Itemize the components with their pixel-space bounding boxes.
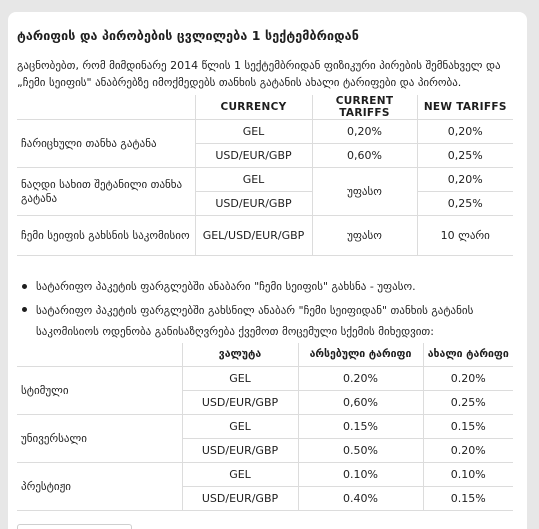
currency-cell: USD/EUR/GBP bbox=[195, 144, 312, 168]
tariffs-table bbox=[17, 95, 513, 256]
current-tariff-cell: 0,60% bbox=[298, 390, 423, 414]
current-tariff-cell: უფასო bbox=[312, 168, 417, 216]
currency-cell: USD/EUR/GBP bbox=[182, 486, 298, 510]
currency-cell: USD/EUR/GBP bbox=[195, 192, 312, 216]
row-label: ჩარიცხული თანხა გატანა bbox=[17, 120, 195, 168]
new-tariff-cell: 10 ლარი bbox=[417, 216, 513, 256]
new-tariff-cell: 0,20% bbox=[417, 120, 513, 144]
header-current-tariff: არსებული ტარიფი bbox=[298, 343, 423, 366]
header-new-tariff: ახალი ტარიფი bbox=[423, 343, 513, 366]
current-tariff-cell: 0.50% bbox=[298, 438, 423, 462]
header-blank bbox=[17, 343, 182, 366]
current-tariff-cell: უფასო bbox=[312, 216, 417, 256]
package-label: სტიმული bbox=[17, 366, 182, 414]
package-tariffs-table bbox=[17, 343, 513, 511]
table-row bbox=[17, 462, 513, 486]
currency-cell: GEL bbox=[195, 168, 312, 192]
currency-cell: GEL bbox=[182, 462, 298, 486]
header-new-tariffs: NEW TARIFFS bbox=[417, 95, 513, 120]
header-current-tariffs: CURRENT TARIFFS bbox=[312, 95, 417, 120]
bullet-icon bbox=[22, 284, 27, 289]
bullet-text: სატარიფო პაკეტის ფარგლებში გახსნილ ანაბარ "ჩემი სეიფიდან" თანხის გატანის საკომისიოს ოდენობა განისაზღვრება ქვემოთ მოცემული სქემის მიხედვით: bbox=[36, 304, 474, 338]
header-currency: ვალუტა bbox=[182, 343, 298, 366]
new-tariff-cell: 0.10% bbox=[423, 462, 513, 486]
new-tariff-cell: 0.15% bbox=[423, 414, 513, 438]
current-tariff-cell: 0,60% bbox=[312, 144, 417, 168]
new-tariff-cell: 0.20% bbox=[423, 366, 513, 390]
currency-cell: GEL/USD/EUR/GBP bbox=[195, 216, 312, 256]
bullet-icon bbox=[22, 307, 27, 312]
partial-box bbox=[17, 524, 132, 529]
bullet-text: სატარიფო პაკეტის ფარგლებში ანაბარი "ჩემი სეიფის" გახსნა - უფასო. bbox=[36, 280, 416, 293]
current-tariff-cell: 0.20% bbox=[298, 366, 423, 390]
currency-cell: GEL bbox=[182, 414, 298, 438]
currency-cell: GEL bbox=[195, 120, 312, 144]
table-header-row bbox=[17, 95, 513, 120]
table-row bbox=[17, 366, 513, 390]
intro-paragraph: გაცნობებთ, რომ მიმდინარე 2014 წლის 1 სექტემბრიდან ფიზიკური პირების შემნახველ და „ჩემი სეიფის" ანაბრებზე იმოქმედებს თანხის გატანის ახალი ტარიფები და პირობა. bbox=[17, 59, 501, 89]
new-tariff-cell: 0,20% bbox=[417, 168, 513, 192]
package-label: უნივერსალი bbox=[17, 414, 182, 462]
bullet-list bbox=[22, 277, 522, 346]
table-header-row bbox=[17, 343, 513, 366]
current-tariff-cell: 0.15% bbox=[298, 414, 423, 438]
new-tariff-cell: 0.15% bbox=[423, 486, 513, 510]
new-tariff-cell: 0.25% bbox=[423, 390, 513, 414]
currency-cell: USD/EUR/GBP bbox=[182, 390, 298, 414]
package-label: პრესტიჟი bbox=[17, 462, 182, 510]
current-tariff-cell: 0.40% bbox=[298, 486, 423, 510]
table-row bbox=[17, 168, 513, 192]
page-title: ტარიფის და პირობების ცვლილება 1 სექტემბრიდან bbox=[17, 28, 359, 43]
new-tariff-cell: 0,25% bbox=[417, 192, 513, 216]
header-currency: CURRENCY bbox=[195, 95, 312, 120]
new-tariff-cell: 0,25% bbox=[417, 144, 513, 168]
list-item bbox=[22, 277, 522, 296]
table-row bbox=[17, 216, 513, 256]
current-tariff-cell: 0.10% bbox=[298, 462, 423, 486]
currency-cell: GEL bbox=[182, 366, 298, 390]
table-row bbox=[17, 414, 513, 438]
table-row bbox=[17, 120, 513, 144]
header-blank bbox=[17, 95, 195, 120]
new-tariff-cell: 0.20% bbox=[423, 438, 513, 462]
row-label: ნაღდი სახით შეტანილი თანხა გატანა bbox=[17, 168, 195, 216]
currency-cell: USD/EUR/GBP bbox=[182, 438, 298, 462]
row-label: ჩემი სეიფის გახსნის საკომისიო bbox=[17, 216, 195, 256]
list-item bbox=[22, 300, 522, 342]
current-tariff-cell: 0,20% bbox=[312, 120, 417, 144]
